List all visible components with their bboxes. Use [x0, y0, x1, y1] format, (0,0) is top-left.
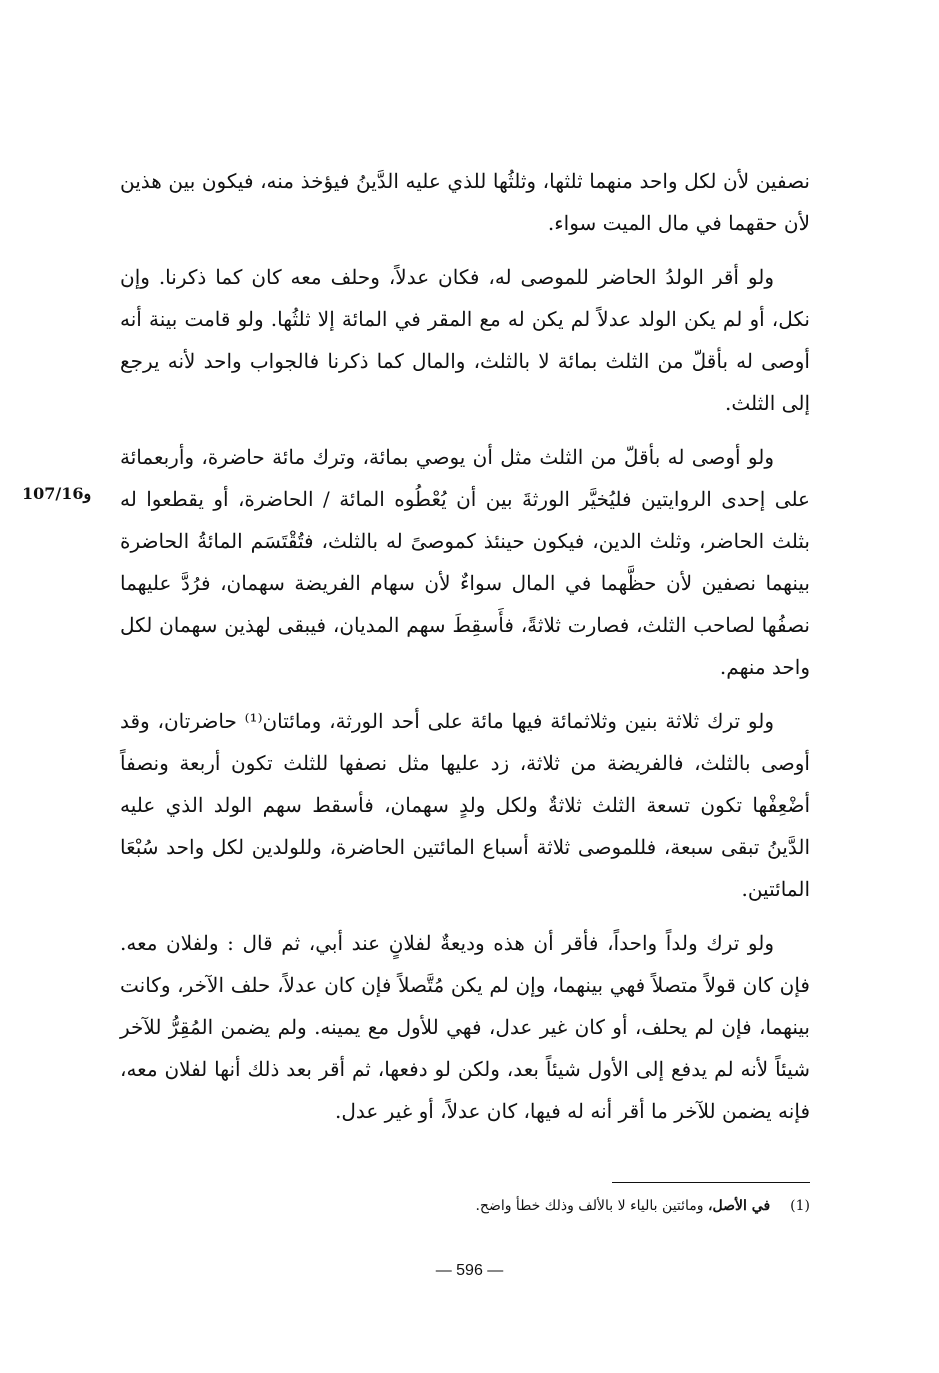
footnote: [340, 1194, 810, 1218]
page-number: — 596 —: [435, 1262, 504, 1279]
footnote-separator: [612, 1182, 810, 1183]
paragraph-1: نصفين لأن لكل واحد منهما ثلثها، وثلثُها للذي عليه الدَّينُ فيؤخذ منه، فيكون بين هذين لأن حقهما في مال الميت سواء.: [120, 169, 810, 235]
main-text-body: [120, 160, 810, 1144]
footnote-source-word: في الأصل،: [708, 1198, 771, 1214]
paragraph-4: ولو ترك ثلاثة بنين وثلاثمائة فيها مائة على أحد الورثة، ومائتان⁽¹⁾ حاضرتان، وقد أوصى بالثلث، فالفريضة من ثلاثة، زد عليها مثل نصفها للثلث تكون أربعة ونصفاً أضْعِفْها تكون تسعة الثلث ثلاثةٌ ولكل ولدٍ سهمان، فأسقط سهم الولد الذي عليه الدَّينُ تبقى سبعة، فللموصى ثلاثة أسباع المائتين الحاضرة، وللولدين لكل واحد سُبْعَا المائتين.: [120, 709, 810, 901]
paragraph-5: ولو ترك ولداً واحداً، فأقر أن هذه وديعةٌ لفلانٍ عند أبي، ثم قال : ولفلان معه. فإن كان قولاً متصلاً فهي بينهما، وإن لم يكن مُتَّصلاً فإن كان عدلاً، حلف الآخر، وكانت بينهما، فإن لم يحلف، أو كان غير عدل، فهي للأول مع يمينه. ولم يضمن المُقِرُّ للآخر شيئاً لأنه لم يدفع إلى الأول شيئاً بعد، ولكن لو دفعها، ثم أقر بعد ذلك أنها لفلان معه، فإنه يضمن للآخر ما أقر أنه له فيها، كان عدلاً، أو غير عدل.: [120, 931, 810, 1123]
footnote-number: (1): [790, 1198, 810, 1214]
paragraph-2: ولو أقر الولدُ الحاضر للموصى له، فكان عدلاً، وحلف معه كان كما ذكرنا. وإن نكل، أو لم يكن الولد عدلاً لم يكن له مع المقر في المائة إلا ثلثُها. ولو قامت بينة أنه أوصى له بأقلّ من الثلث بمائة لا بالثلث، والمال كما ذكرنا فالجواب واحد لأنه يرجع إلى الثلث.: [120, 265, 810, 415]
paragraph-3: ولو أوصى له بأقلّ من الثلث مثل أن يوصي بمائة، وترك مائة حاضرة، وأربعمائة على إحدى الروايتين فليُخيَّر الورثةَ بين أن يُعْطُوه المائة / الحاضرة، أو يقطعوا له بثلث الحاضر، وثلث الدين، فيكون حينئذ كموصىً له بالثلث، فتُقْتَسَم المائةُ الحاضرة بينهما نصفين لأن حظَّهما في المال سواءٌ لأن سهام الفريضة سهمان، فرُدَّ عليهما نصفُها لصاحب الثلث، فصارت ثلاثةً، فأَسقِطَ سهم المديان، فيبقى لهذين سهمان لكل واحد منهم.: [120, 445, 810, 679]
footnote-text: ومائتين بالياء لا بالألف وذلك خطأ واضح.: [475, 1198, 709, 1214]
margin-folio-reference: 107/16و: [22, 484, 92, 503]
